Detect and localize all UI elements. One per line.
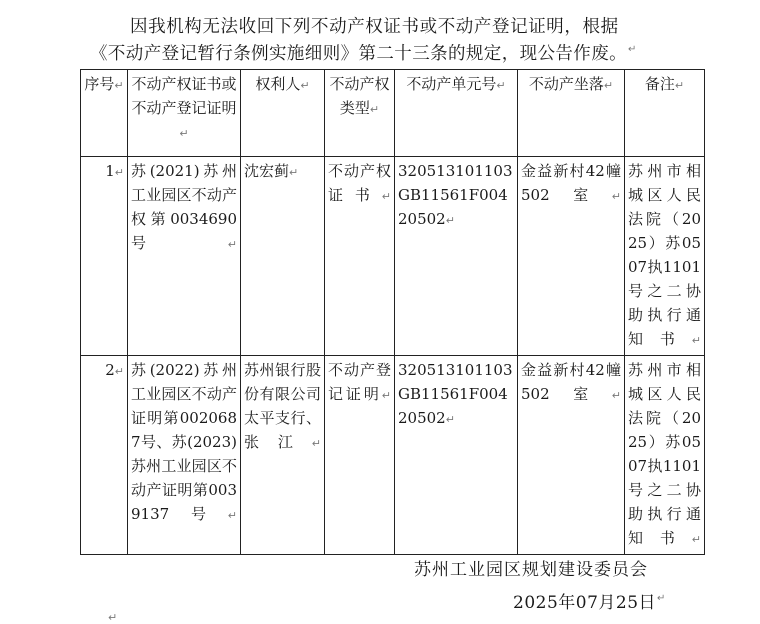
cell-end-mark-icon: ↵ <box>691 334 701 347</box>
cell-end-mark-icon: ↵ <box>114 79 124 92</box>
cell-end-mark-icon: ↵ <box>496 79 506 92</box>
row-2-unit: 320513101103GB11561F00420502↵ <box>395 356 518 555</box>
row-2-seq: 2↵ <box>81 356 128 555</box>
cell-end-mark-icon: ↵ <box>603 79 614 92</box>
certificate-table <box>80 69 705 555</box>
cell-end-mark-icon: ↵ <box>445 214 455 227</box>
signature-date-text: 2025年07月25日 <box>513 593 657 613</box>
notice-line-1 <box>130 13 619 38</box>
row-1-type: 不动产权证书↵ <box>325 157 395 356</box>
header-note: 备注↵ <box>625 70 705 157</box>
row-2-holder: 苏州银行股份有限公司太平支行、张江↵ <box>241 356 325 555</box>
row-1-note: 苏州市相城区人民法院（2025）苏0507执1101号之二协助执行通知书↵ <box>625 157 705 356</box>
cell-end-mark-icon: ↵ <box>611 389 621 402</box>
paragraph-mark-icon: ↵ <box>657 593 666 605</box>
cell-end-mark-icon: ↵ <box>114 365 124 378</box>
paragraph-mark-icon: ↵ <box>108 611 118 624</box>
row-2-location: 金益新村42幢502室↵ <box>518 356 625 555</box>
row-2-cert: 苏(2022)苏州工业园区不动产证明第0020687号、苏(2023)苏州工业园区不动产证明第0039137号↵ <box>128 356 241 555</box>
table-header-row <box>81 70 705 157</box>
cell-end-mark-icon: ↵ <box>300 79 310 92</box>
cell-end-mark-icon: ↵ <box>227 238 237 251</box>
table-row <box>81 356 705 555</box>
cell-end-mark-icon: ↵ <box>179 127 189 140</box>
notice-line-1-text: 因我机构无法收回下列不动产权证书或不动产登记证明，根据 <box>130 17 619 37</box>
header-type: 不动产权类型↵ <box>325 70 395 157</box>
cell-end-mark-icon: ↵ <box>381 190 391 203</box>
header-unit: 不动产单元号↵ <box>395 70 518 157</box>
paragraph-mark-icon: ↵ <box>628 44 637 56</box>
cell-end-mark-icon: ↵ <box>691 533 701 546</box>
notice-line-2 <box>90 40 637 65</box>
cell-end-mark-icon: ↵ <box>311 437 321 450</box>
row-1-unit: 320513101103GB11561F00420502↵ <box>395 157 518 356</box>
cell-end-mark-icon: ↵ <box>674 79 685 92</box>
header-cert: 不动产权证书或不动产登记证明↵ <box>128 70 241 157</box>
cell-end-mark-icon: ↵ <box>445 413 455 426</box>
header-location: 不动产坐落↵ <box>518 70 625 157</box>
cell-end-mark-icon: ↵ <box>114 166 124 179</box>
row-2-note: 苏州市相城区人民法院（2025）苏0507执1101号之二协助执行通知书↵ <box>625 356 705 555</box>
cell-end-mark-icon: ↵ <box>381 389 391 402</box>
cell-end-mark-icon: ↵ <box>611 190 621 203</box>
table-row <box>81 157 705 356</box>
row-1-holder: 沈宏蓟↵ <box>241 157 325 356</box>
row-1-seq: 1↵ <box>81 157 128 356</box>
cell-end-mark-icon: ↵ <box>227 509 237 522</box>
cell-end-mark-icon: ↵ <box>289 166 299 179</box>
signature-date <box>513 588 666 613</box>
notice-line-2-text: 《不动产登记暂行条例实施细则》第二十三条的规定，现公告作废。 <box>90 44 627 64</box>
header-holder: 权利人↵ <box>241 70 325 157</box>
row-1-cert: 苏(2021)苏州工业园区不动产权第0034690号↵ <box>128 157 241 356</box>
row-1-location: 金益新村42幢502室↵ <box>518 157 625 356</box>
signature-org: 苏州工业园区规划建设委员会 <box>414 560 648 580</box>
header-seq: 序号↵ <box>81 70 128 157</box>
cell-end-mark-icon: ↵ <box>369 103 380 116</box>
row-2-type: 不动产登记证明↵ <box>325 356 395 555</box>
